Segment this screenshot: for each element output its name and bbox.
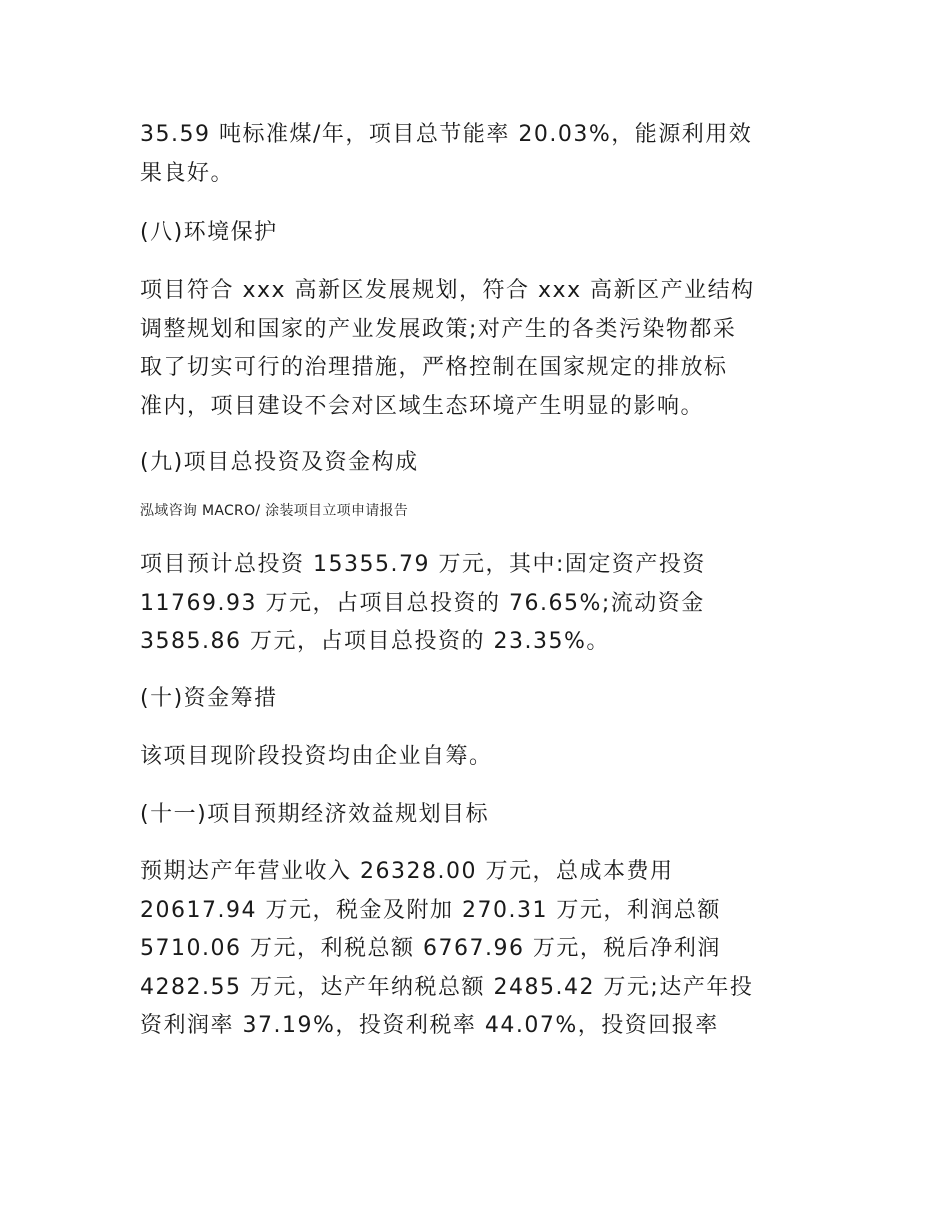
investment-paragraph	[140, 546, 820, 662]
paragraph-line: 取了切实可行的治理措施，严格控制在国家规定的排放标	[140, 355, 728, 380]
paragraph-line: 该项目现阶段投资均由企业自筹。	[140, 744, 493, 769]
paragraph-line: 项目符合 xxx 高新区发展规划，符合 xxx 高新区产业结构	[140, 278, 755, 303]
paragraph-line: 3585.86 万元，占项目总投资的 23.35%。	[140, 629, 610, 654]
paragraph-line: 预期达产年营业收入 26328.00 万元，总成本费用	[140, 859, 674, 884]
paragraph-line: 5710.06 万元，利税总额 6767.96 万元，税后净利润	[140, 936, 721, 961]
paragraph-line: 调整规划和国家的产业发展政策;对产生的各类污染物都采	[140, 316, 737, 342]
paragraph-line: 20617.94 万元，税金及附加 270.31 万元，利润总额	[140, 897, 721, 923]
section-heading-investment: (九)项目总投资及资金构成	[140, 450, 419, 475]
paragraph-line: 资利润率 37.19%，投资利税率 44.07%，投资回报率	[140, 1013, 719, 1038]
paragraph-line: 11769.93 万元，占项目总投资的 76.65%;流动资金	[140, 590, 705, 616]
paragraph-line: 35.59 吨标准煤/年，项目总节能率 20.03%，能源利用效	[140, 122, 753, 147]
paragraph-line: 项目预计总投资 15355.79 万元，其中:固定资产投资	[140, 552, 706, 577]
energy-paragraph	[140, 116, 820, 193]
financing-paragraph	[140, 738, 820, 777]
paragraph-line: 4282.55 万元，达产年纳税总额 2485.42 万元;达产年投	[140, 974, 754, 1000]
running-header: 泓域咨询 MACRO/ 涂装项目立项申请报告	[140, 503, 409, 519]
section-heading-economic-targets: (十一)项目预期经济效益规划目标	[140, 802, 490, 827]
paragraph-line: 果良好。	[140, 160, 235, 186]
environment-paragraph	[140, 272, 820, 426]
section-heading-environment: (八)环境保护	[140, 220, 278, 245]
paragraph-line: 准内，项目建设不会对区域生态环境产生明显的影响。	[140, 393, 705, 419]
section-heading-financing: (十)资金筹措	[140, 686, 278, 711]
economic-targets-paragraph	[140, 853, 820, 1046]
